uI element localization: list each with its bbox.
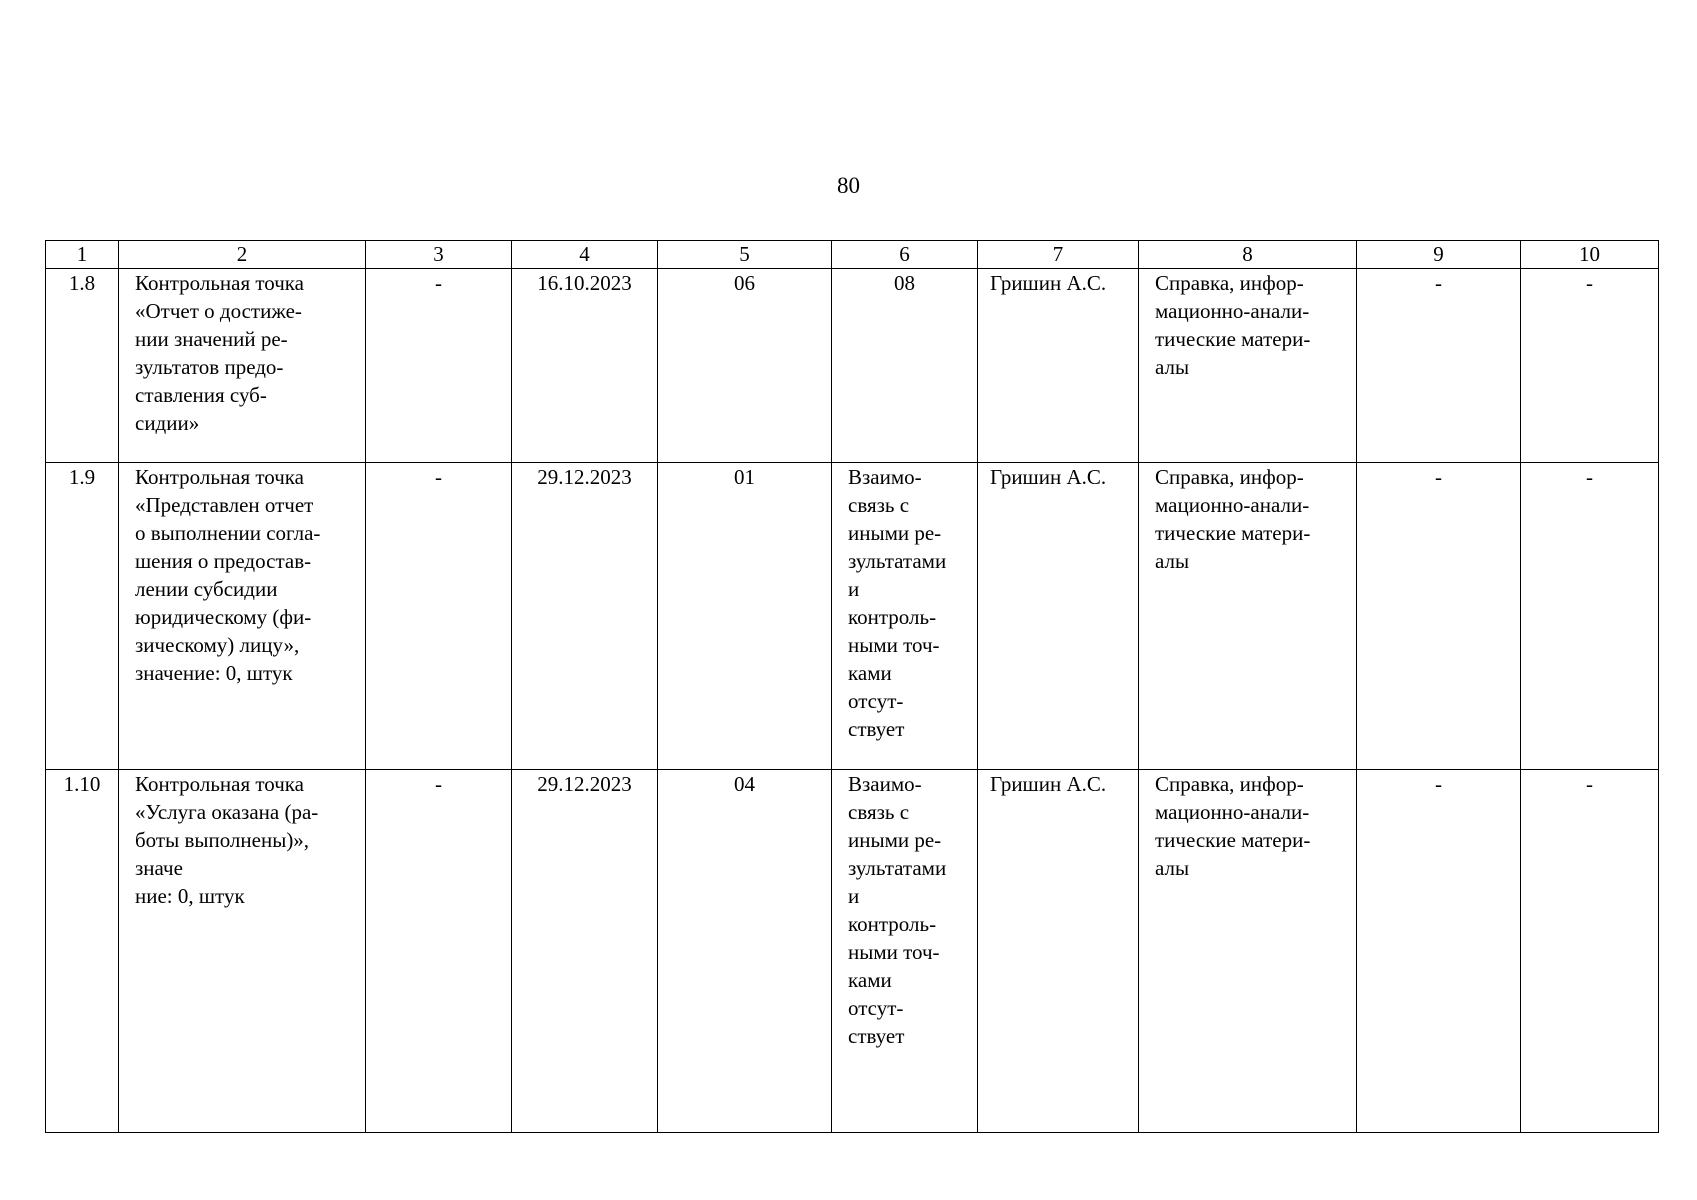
table-row <box>46 463 1659 770</box>
relationship-cell: Взаимо- связь с иными ре- зультатами и контроль- ными точ- ками отсут- ствует <box>832 770 978 1133</box>
cell-col5: 04 <box>658 770 832 1133</box>
date-cell: 29.12.2023 <box>512 463 658 770</box>
column-header: 7 <box>978 241 1139 269</box>
date-cell: 29.12.2023 <box>512 770 658 1133</box>
responsible-person: Гришин А.С. <box>978 770 1139 1133</box>
cell-col3: - <box>366 269 512 463</box>
cell-col9: - <box>1357 269 1521 463</box>
document-type: Справка, инфор- мационно-анали- тические матери- алы <box>1139 269 1357 463</box>
date-cell: 16.10.2023 <box>512 269 658 463</box>
cell-col9: - <box>1357 770 1521 1133</box>
column-header: 8 <box>1139 241 1357 269</box>
cell-col3: - <box>366 770 512 1133</box>
cell-col10: - <box>1521 463 1659 770</box>
cell-col6: 08 <box>832 269 978 463</box>
cell-col5: 06 <box>658 269 832 463</box>
table-row <box>46 770 1659 1133</box>
document-type: Справка, инфор- мационно-анали- тические матери- алы <box>1139 463 1357 770</box>
table-header-row <box>46 241 1659 269</box>
column-header: 10 <box>1521 241 1659 269</box>
cell-col5: 01 <box>658 463 832 770</box>
control-point-name: Контрольная точка «Услуга оказана (ра- боты выполнены)», значе ние: 0, штук <box>119 770 366 1133</box>
column-header: 4 <box>512 241 658 269</box>
column-header: 1 <box>46 241 119 269</box>
column-header: 9 <box>1357 241 1521 269</box>
cell-col10: - <box>1521 269 1659 463</box>
column-header: 3 <box>366 241 512 269</box>
table-row <box>46 269 1659 463</box>
document-type: Справка, инфор- мационно-анали- тические матери- алы <box>1139 770 1357 1133</box>
responsible-person: Гришин А.С. <box>978 463 1139 770</box>
row-number: 1.9 <box>46 463 119 770</box>
row-number: 1.8 <box>46 269 119 463</box>
relationship-cell: Взаимо- связь с иными ре- зультатами и контроль- ными точ- ками отсут- ствует <box>832 463 978 770</box>
page-number: 80 <box>837 173 860 198</box>
cell-col9: - <box>1357 463 1521 770</box>
column-header: 2 <box>119 241 366 269</box>
control-points-table <box>45 240 1659 1133</box>
cell-col3: - <box>366 463 512 770</box>
column-header: 5 <box>658 241 832 269</box>
control-point-name: Контрольная точка «Представлен отчет о выполнении согла- шения о предостав- лении субсидии юридическому (фи- зическому) лицу», значение: 0, штук <box>119 463 366 770</box>
cell-col10: - <box>1521 770 1659 1133</box>
control-point-name: Контрольная точка «Отчет о достиже- нии значений ре- зультатов предо- ставления суб- сидии» <box>119 269 366 463</box>
responsible-person: Гришин А.С. <box>978 269 1139 463</box>
column-header: 6 <box>832 241 978 269</box>
row-number: 1.10 <box>46 770 119 1133</box>
